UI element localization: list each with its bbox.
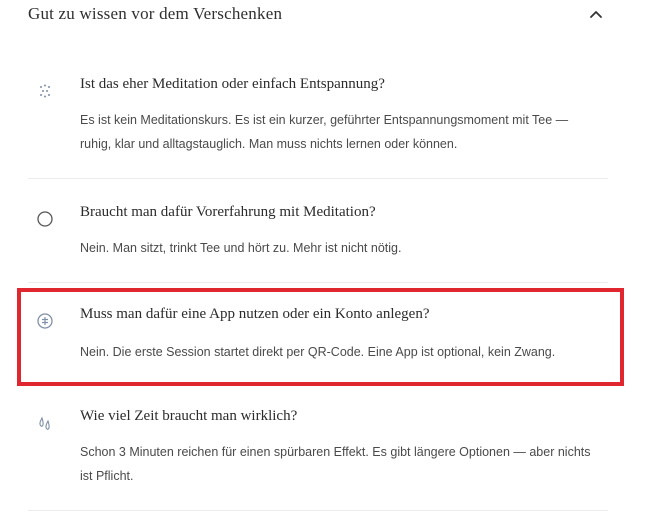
faq-divider (28, 510, 608, 511)
faq-question: Ist das eher Meditation oder einfach Entspannung? (80, 76, 385, 92)
faq-answer: Nein. Man sitzt, trinkt Tee und hört zu. Mehr ist nicht nötig. (80, 241, 402, 255)
chevron-up-icon[interactable] (588, 6, 604, 22)
faq-question: Wie viel Zeit braucht man wirklich? (80, 408, 298, 424)
faq-answer: Es ist kein Meditationskurs. Es ist ein kurzer, geführter Entspannungsmoment mit Tee — ruhig, klar und alltagstauglich. Man muss nichts lernen oder können. (80, 113, 569, 151)
highlight-box (17, 288, 624, 386)
faq-question: Braucht man dafür Vorerfahrung mit Meditation? (80, 204, 376, 220)
faq-item-prior-experience (28, 198, 608, 268)
faq-answer: Schon 3 Minuten reichen für einen spürbaren Effekt. Es gibt längere Optionen — aber nichts ist Pflicht. (80, 445, 591, 483)
sparkle-dots-icon (36, 82, 54, 100)
faq-divider (28, 282, 608, 283)
faq-item-meditation-or-relaxation (28, 70, 608, 180)
faq-accordion-header[interactable] (0, 0, 648, 30)
drops-icon (36, 414, 54, 432)
faq-divider (28, 178, 608, 179)
faq-item-time-needed (28, 404, 608, 504)
faq-answer: Nein. Die erste Session startet direkt per QR-Code. Eine App ist optional, kein Zwang. (80, 345, 556, 359)
faq-question: Muss man dafür eine App nutzen oder ein Konto anlegen? (80, 306, 430, 322)
circle-icon (36, 210, 54, 228)
faq-section-title: Gut zu wissen vor dem Verschenken (28, 4, 283, 23)
